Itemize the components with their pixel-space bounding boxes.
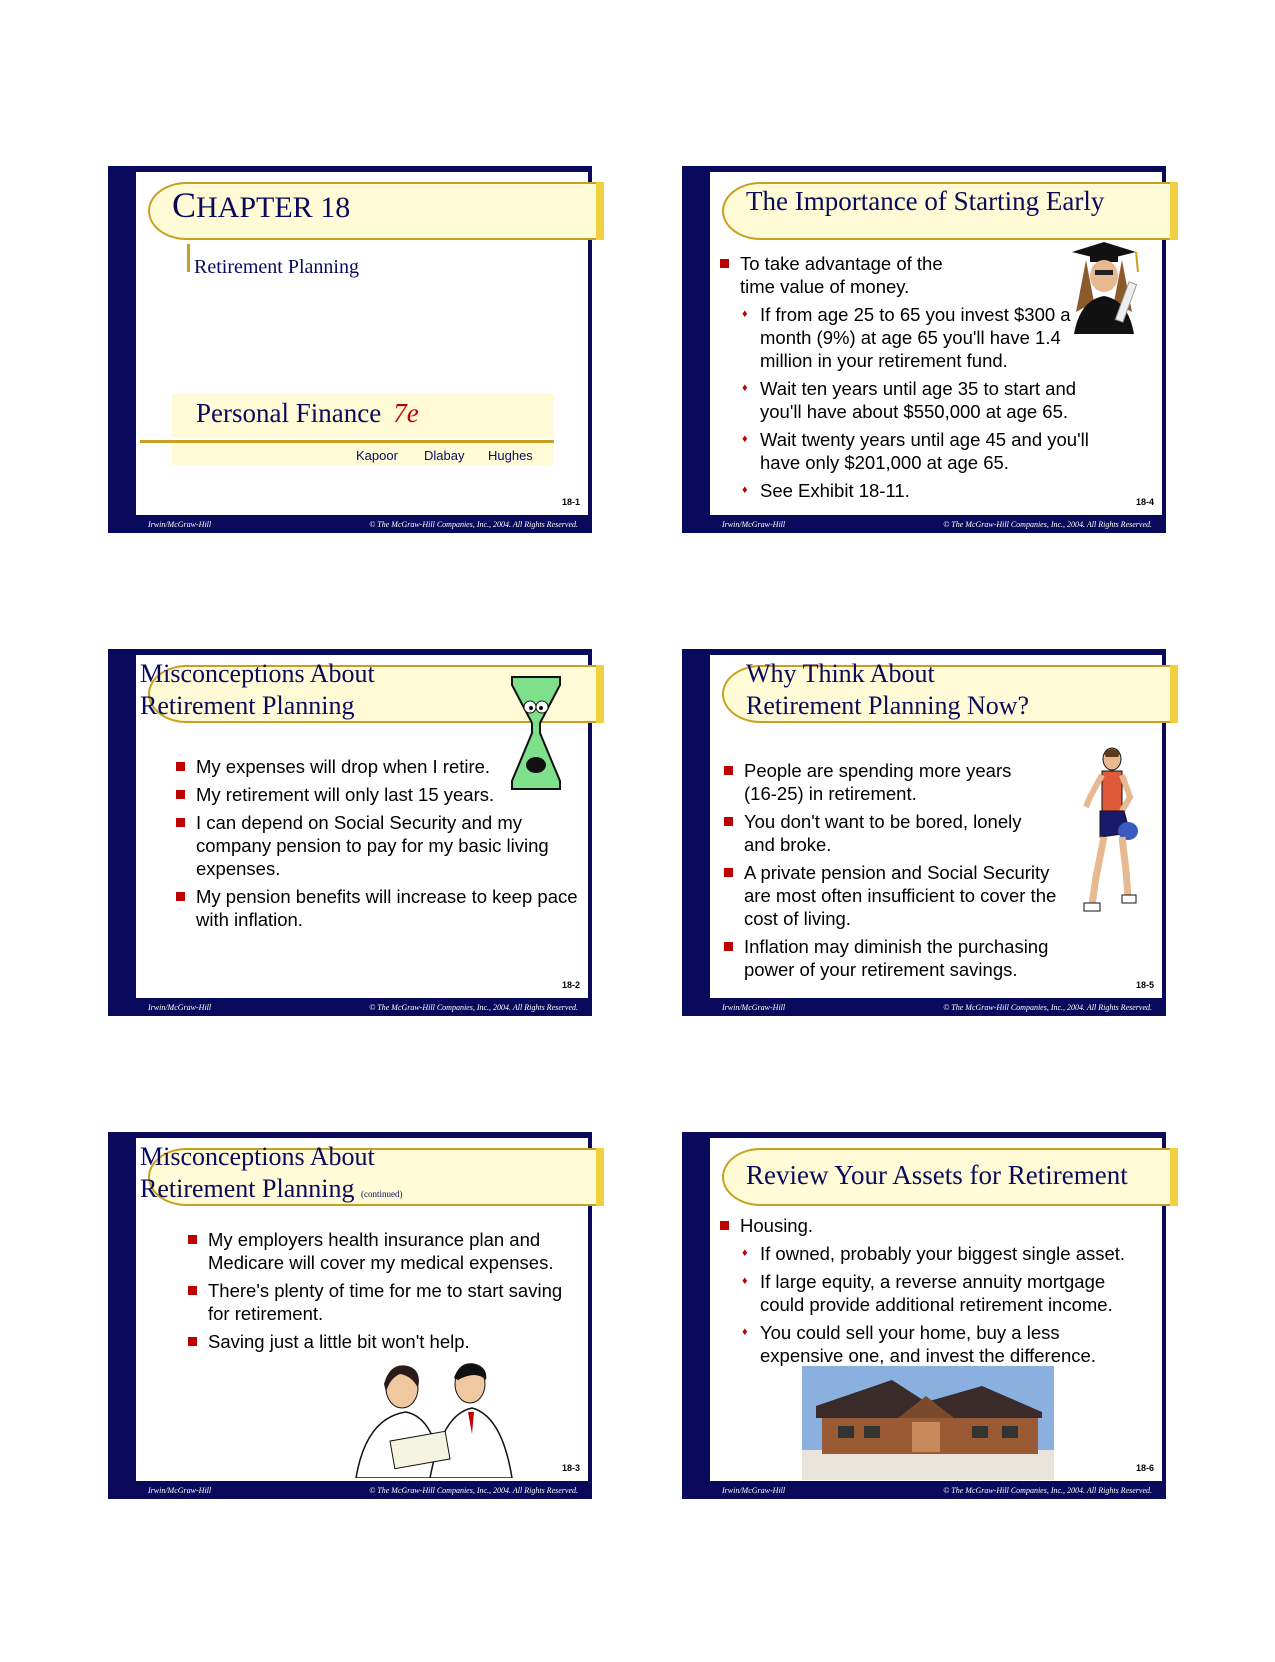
slide-footer [108,1002,592,1014]
slide-title: Review Your Assets for Retirement [746,1160,1128,1190]
slide-number: 18-3 [561,1463,580,1473]
author: Hughes [488,448,533,463]
bullet: My pension benefits will increase to keep pace with inflation. [176,885,606,931]
publisher: Irwin/McGraw-Hill [722,1486,786,1495]
copyright: © The McGraw-Hill Companies, Inc., 2004. All Rights Reserved. [943,1003,1152,1012]
bullet: To take advantage of the time value of money. [720,252,970,298]
sub-bullet: ♦ Wait ten years until age 35 to start and you'll have about $550,000 at age 65. [740,377,1100,423]
slide-footer [108,519,592,531]
slide-footer [682,1485,1166,1497]
title-line: Retirement Planning [140,1174,355,1203]
edition: 7e [393,398,419,428]
slide-number: 18-2 [561,980,580,990]
slide-misconceptions-continued [108,1132,592,1499]
sub-bullet: ♦ If owned, probably your biggest single asset. [740,1242,1160,1265]
runner-clipart [1082,747,1142,917]
slide-title [140,1141,402,1210]
copyright: © The McGraw-Hill Companies, Inc., 2004. All Rights Reserved. [369,1003,578,1012]
copyright: © The McGraw-Hill Companies, Inc., 2004. All Rights Reserved. [943,520,1152,529]
publisher: Irwin/McGraw-Hill [148,1003,212,1012]
bullet: A private pension and Social Security are most often insufficient to cover the cost of living. [724,861,1069,930]
slide-number: 18-6 [1135,1463,1154,1473]
slide-misconceptions [108,649,592,1016]
bullet: You don't want to be bored, lonely and broke. [724,810,1044,856]
title-line: Misconceptions About [140,659,375,688]
chapter-subtitle: Retirement Planning [194,256,359,278]
bullet: There's plenty of time for me to start saving for retirement. [188,1279,588,1325]
publisher: Irwin/McGraw-Hill [148,1486,212,1495]
slide-body [720,252,1110,507]
chapter-heading: CHAPTER 18 [172,185,351,225]
slide-footer [108,1485,592,1497]
slide-number: 18-4 [1135,497,1154,507]
sub-bullet: ♦ If from age 25 to 65 you invest $300 a month (9%) at age 65 you'll have 1.4 million in your retirement fund. [740,303,1100,372]
title-line: Misconceptions About [140,1142,375,1171]
copyright: © The McGraw-Hill Companies, Inc., 2004. All Rights Reserved. [369,1486,578,1495]
publisher: Irwin/McGraw-Hill [722,520,786,529]
sub-bullet: ♦ You could sell your home, buy a less expensive one, and invest the difference. [740,1321,1120,1367]
slide-chapter-title [108,166,592,533]
slide-title [746,658,1029,722]
hourglass-clipart [508,673,564,793]
bullet: My retirement will only last 15 years. [176,783,596,806]
graduate-clipart [1066,242,1142,334]
subtitle-accent [187,244,190,272]
bullet: My expenses will drop when I retire. [176,755,596,778]
slide-footer [682,1002,1166,1014]
author: Kapoor [356,448,398,463]
publisher: Irwin/McGraw-Hill [148,520,212,529]
bullet: Saving just a little bit won't help. [188,1330,578,1353]
slide-starting-early [682,166,1166,533]
sub-bullet: ♦ See Exhibit 18-11. [740,479,1110,502]
continued-label: (continued) [360,1189,403,1199]
slide-footer [682,519,1166,531]
bullet: My employers health insurance plan and Medicare will cover my medical expenses. [188,1228,588,1274]
slide-why-think-now [682,649,1166,1016]
publisher: Irwin/McGraw-Hill [722,1003,786,1012]
slide-content-area [136,655,588,998]
slide-content-area [136,172,588,515]
doctors-clipart [346,1358,516,1478]
slide-content-area [136,1138,588,1481]
copyright: © The McGraw-Hill Companies, Inc., 2004. All Rights Reserved. [369,520,578,529]
slide-content-area [710,655,1162,998]
slide-body [724,759,1069,986]
bullet: People are spending more years (16-25) in retirement. [724,759,1044,805]
bullet: I can depend on Social Security and my company pension to pay for my basic living expenses. [176,811,586,880]
bullet: Housing. [720,1214,1160,1237]
slide-title: The Importance of Starting Early [746,186,1105,216]
title-line: Why Think About [746,659,935,688]
slide-number: 18-5 [1135,980,1154,990]
slide-body [188,1228,578,1358]
slide-title [140,658,375,722]
slide-content-area [710,172,1162,515]
slide-number: 18-1 [561,497,580,507]
title-line: Retirement Planning Now? [746,691,1030,720]
sub-bullet: ♦ Wait twenty years until age 45 and you'll have only $201,000 at age 65. [740,428,1110,474]
sub-bullet: ♦ If large equity, a reverse annuity mortgage could provide additional retirement income. [740,1270,1140,1316]
copyright: © The McGraw-Hill Companies, Inc., 2004. All Rights Reserved. [943,1486,1152,1495]
title-line: Retirement Planning [140,691,355,720]
slide-content-area [710,1138,1162,1481]
bullet: Inflation may diminish the purchasing power of your retirement savings. [724,935,1069,981]
slide-review-assets [682,1132,1166,1499]
house-photo [802,1366,1054,1480]
author: Dlabay [424,448,465,463]
slide-body [720,1214,1160,1372]
book-title: Personal Finance 7e [196,398,419,428]
